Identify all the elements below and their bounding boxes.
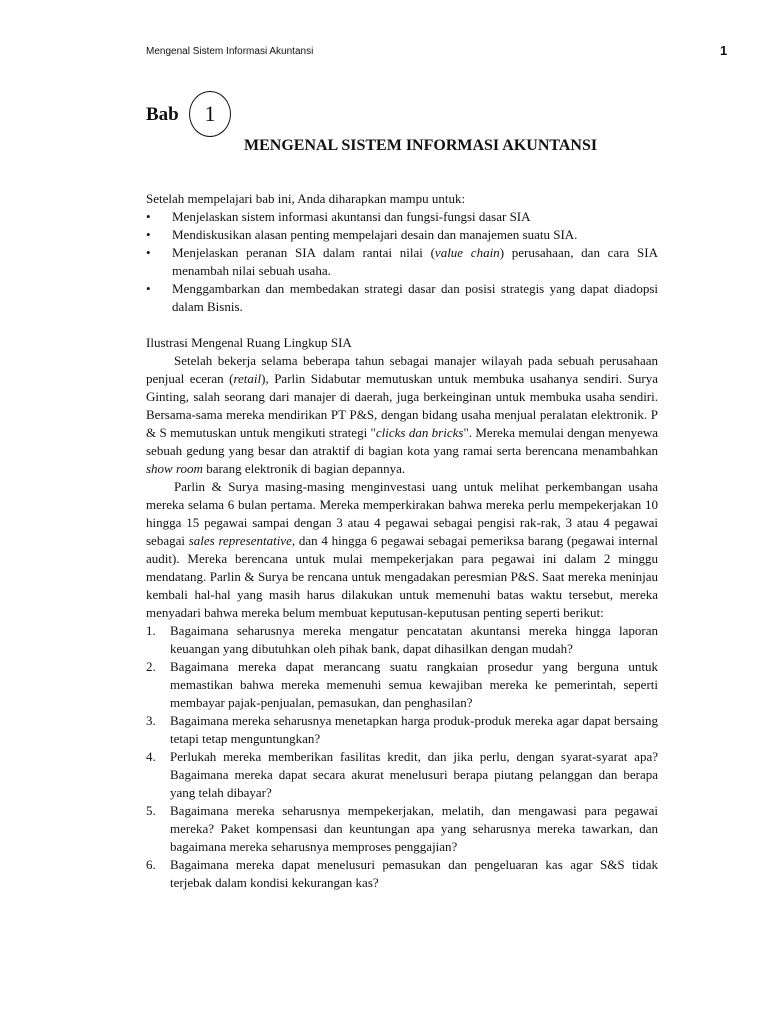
document-body [146,190,658,892]
objective-item: • Mendiskusikan alasan penting mempelajari desain dan manajemen suatu SIA. [146,226,658,244]
questions-list [146,622,658,892]
intro-text: Setelah mempelajari bab ini, Anda diharapkan mampu untuk: [146,191,466,206]
chapter-label: Bab [146,104,179,125]
objective-item: • Menjelaskan sistem informasi akuntansi dan fungsi-fungsi dasar SIA [146,208,658,226]
question-item: 6. Bagaimana mereka dapat menelusuri pemasukan dan pengeluaran kas agar S&S tidak terjebak dalam kondisi kekurangan kas? [146,857,658,890]
question-item: 3. Bagaimana mereka seharusnya menetapkan harga produk-produk mereka agar dapat bersaing tetapi tetap menguntungkan? [146,713,658,746]
objectives-list [146,208,658,316]
chapter-title: MENGENAL SISTEM INFORMASI AKUNTANSI [244,137,598,154]
objective-item: • Menggambarkan dan membedakan strategi dasar dan posisi strategis yang dapat diadopsi dalam Bisnis. [146,280,658,316]
objective-item: • Menjelaskan peranan SIA dalam rantai nilai (value chain) perusahaan, dan cara SIA menambah nilai sebuah usaha. [146,244,658,280]
paragraph-1: Setelah bekerja selama beberapa tahun sebagai manajer wilayah pada sebuah perusahaan penjual eceran (retail), Parlin Sidabutar memutuskan untuk membuka usahanya sendiri. Surya Ginting, salah seorang dari manajer di daerah, juga berkeinginan untuk membuka usaha sendiri. Bersama-sama mereka mendirikan PT P&S, dengan bidang usaha menjual peralatan elektronik. P & S memutuskan untuk mengikuti strategi "clicks dan bricks". Mereka memulai dengan menyewa sebuah gedung yang besar dan atraktif di bagian kota yang ramai serta berencana menambahkan show room barang elektronik di bagian depannya. [146,353,658,476]
page-number: 1 [720,43,728,58]
question-item: 2. Bagaimana mereka dapat merancang suatu rangkaian prosedur yang berguna untuk memastikan bahwa mereka memenuhi semua kewajiban mereka ke pemerintah, seperti membayar pajak-penjualan, pemasukan, dan penghasilan? [146,659,658,710]
chapter-number: 1 [189,91,231,137]
paragraph-2: Parlin & Surya masing-masing menginvestasi uang untuk melihat perkembangan usaha mereka selama 6 bulan pertama. Mereka memperkirakan bahwa mereka perlu mempekerjakan 10 hingga 15 pegawai sampai dengan 3 atau 4 pegawai sebagai pengisi rak-rak, 3 atau 4 pegawai sebagai sales representative, dan 4 hingga 6 pegawai sebagai pemeriksa barang (pegawai internal audit). Mereka berencana untuk mulai mempekerjakan para pegawai ini dalam 2 minggu mendatang. Parlin & Surya be rencana untuk mengadakan peresmian P&S. Saat mereka meninjau kembali hal-hal yang masih harus dilakukan untuk memenuhi batas waktu tersebut, mereka menyadari bahwa mereka belum membuat keputusan-keputusan penting seperti berikut: [146,479,659,620]
question-item: 4. Perlukah mereka memberikan fasilitas kredit, dan jika perlu, dengan syarat-syarat apa? Bagaimana mereka dapat secara akurat menelusuri berapa piutang pelanggan dan berapa yang telah dibayar? [146,749,658,800]
running-header: Mengenal Sistem Informasi Akuntansi [146,46,314,57]
question-item: 1. Bagaimana seharusnya mereka mengatur pencatatan akuntansi mereka hingga laporan keuangan yang dibutuhkan oleh pihak bank, dapat dihasilkan dengan mudah? [146,623,658,656]
question-item: 5. Bagaimana mereka seharusnya mempekerjakan, melatih, dan mengawasi para pegawai mereka? Paket kompensasi dan keuntungan apa yang seharusnya mereka tawarkan, dan bagaimana mereka seharusnya memproses penggajian? [146,803,658,854]
section-title: Ilustrasi Mengenal Ruang Lingkup SIA [146,335,352,350]
